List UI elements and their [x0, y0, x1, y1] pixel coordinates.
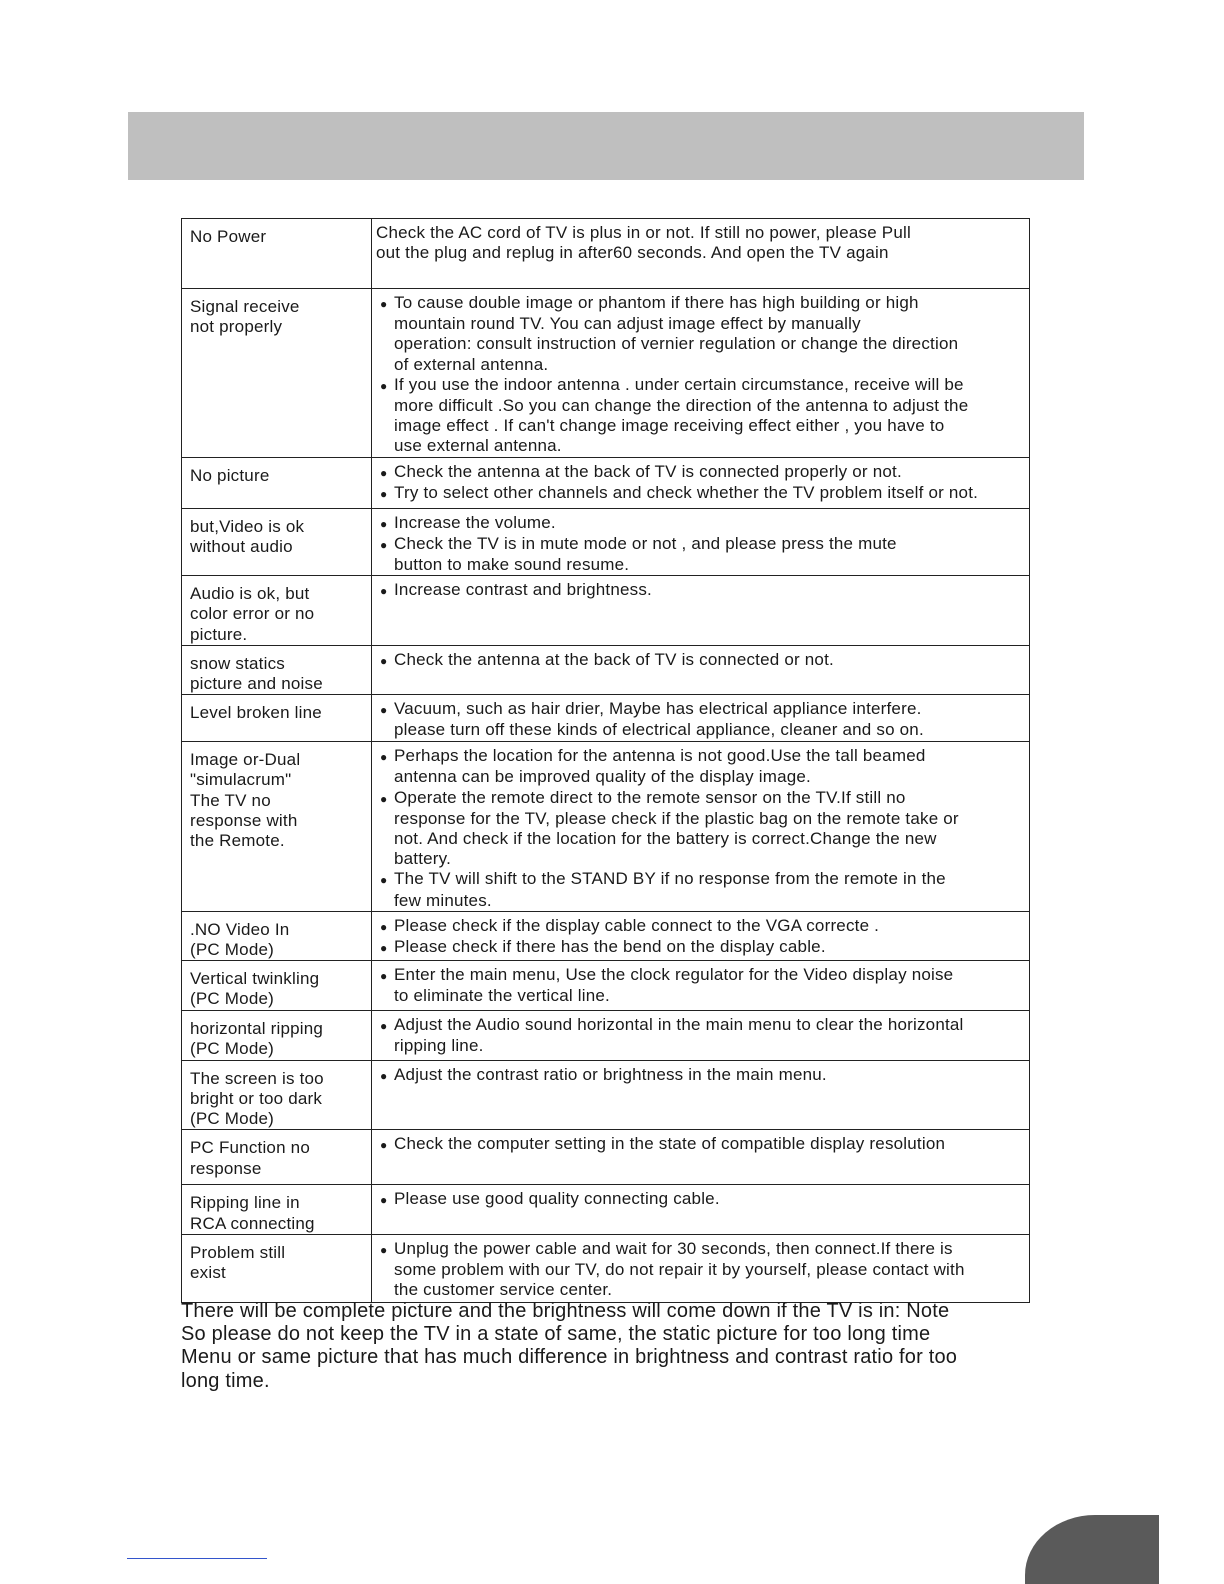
- solution-bullet-item: [376, 788, 1025, 809]
- solution-bullet-item: [376, 965, 1025, 986]
- problem-text: Level broken line: [190, 703, 322, 723]
- bullet-icon: ●: [380, 919, 388, 934]
- solution-bullet-item: [376, 746, 1025, 767]
- solution-text: The TV will shift to the STAND BY if no response from the remote in the: [394, 869, 946, 889]
- problem-cell: [182, 289, 372, 458]
- bullet-icon: ●: [380, 1138, 388, 1153]
- solution-text: Adjust the contrast ratio or brightness in the main menu.: [394, 1064, 827, 1084]
- problem-text: but,Video is ok: [190, 516, 305, 536]
- solution-text: Vacuum, such as hair drier, Maybe has electrical appliance interfere.: [394, 699, 922, 719]
- table-row: [182, 961, 1030, 1010]
- solution-text: mountain round TV. You can adjust image effect by manually: [394, 314, 861, 334]
- solution-cell: [372, 219, 1030, 289]
- problem-text: response: [190, 1158, 262, 1178]
- problem-cell: [182, 1130, 372, 1185]
- note-line: There will be complete picture and the brightness will come down if the TV is in: Note: [181, 1300, 950, 1322]
- problem-text: not properly: [190, 317, 283, 337]
- problem-cell: [182, 457, 372, 508]
- solution-text: not. And check if the location for the battery is correct.Change the new: [394, 829, 937, 849]
- table-row: [182, 1010, 1030, 1060]
- bullet-icon: ●: [380, 537, 388, 552]
- page-number-tab: [1025, 1515, 1159, 1584]
- bullet-icon: ●: [380, 791, 388, 806]
- solution-cell: [372, 1130, 1030, 1185]
- solution-text: Check the computer setting in the state of compatible display resolution: [394, 1134, 946, 1154]
- problem-cell: [182, 1060, 372, 1130]
- footer-underline: [127, 1558, 267, 1559]
- table-row: [182, 289, 1030, 458]
- bullet-icon: ●: [380, 1018, 388, 1033]
- solution-text: to eliminate the vertical line.: [394, 986, 610, 1006]
- solution-text: response for the TV, please check if the plastic bag on the remote take or: [394, 808, 959, 828]
- bullet-icon: ●: [380, 1242, 388, 1257]
- solution-text: Check the antenna at the back of TV is connected or not.: [394, 649, 834, 669]
- problem-cell: [182, 219, 372, 289]
- table-row: [182, 1060, 1030, 1130]
- solution-cell: [372, 742, 1030, 912]
- solution-text: Check the antenna at the back of TV is connected properly or not.: [394, 461, 902, 481]
- solution-text: Operate the remote direct to the remote sensor on the TV.If still no: [394, 787, 906, 807]
- problem-cell: [182, 695, 372, 742]
- problem-text: "simulacrum": [190, 770, 292, 790]
- solution-text: out the plug and replug in after60 seconds. And open the TV again: [376, 243, 889, 263]
- note-line: So please do not keep the TV in a state of same, the static picture for too long time: [181, 1323, 931, 1346]
- solution-bullet-item: [376, 916, 1025, 937]
- solution-text: If you use the indoor antenna . under certain circumstance, receive will be: [394, 374, 964, 394]
- table-row: [182, 457, 1030, 508]
- solution-cell: [372, 576, 1030, 646]
- solution-text: of external antenna.: [394, 354, 549, 374]
- problem-text: (PC Mode): [190, 940, 274, 960]
- solution-text: more difficult .So you can change the direction of the antenna to adjust the: [394, 396, 969, 416]
- solution-text: Unplug the power cable and wait for 30 seconds, then connect.If there is: [394, 1238, 953, 1258]
- solution-text: antenna can be improved quality of the display image.: [394, 767, 811, 787]
- solution-cell: [372, 695, 1030, 742]
- solution-text: Increase contrast and brightness.: [394, 580, 652, 600]
- problem-text: (PC Mode): [190, 1109, 274, 1129]
- solution-bullet-item: [376, 699, 1025, 720]
- solution-cell: [372, 961, 1030, 1010]
- bullet-icon: ●: [380, 941, 388, 956]
- bullet-icon: ●: [380, 297, 388, 311]
- bullet-icon: ●: [380, 873, 388, 888]
- problem-text: Image or-Dual: [190, 750, 301, 770]
- solution-text: Adjust the Audio sound horizontal in the main menu to clear the horizontal: [394, 1014, 964, 1034]
- bullet-icon: ●: [380, 1193, 388, 1208]
- solution-bullet-item: [376, 1015, 1025, 1036]
- solution-bullet-item: [376, 1189, 1025, 1210]
- bullet-icon: ●: [380, 703, 388, 718]
- problem-text: response with: [190, 810, 298, 830]
- solution-text: Check the TV is in mute mode or not , and please press the mute: [394, 533, 897, 553]
- solution-cell: [372, 457, 1030, 508]
- table-row: [182, 695, 1030, 742]
- problem-cell: [182, 508, 372, 576]
- problem-cell: [182, 961, 372, 1010]
- problem-text: Signal receive: [190, 297, 300, 316]
- solution-text: use external antenna.: [394, 436, 562, 456]
- solution-text: please turn off these kinds of electrical appliance, cleaner and so on.: [394, 720, 924, 740]
- solution-cell: [372, 911, 1030, 960]
- solution-bullet-item: [376, 462, 1025, 483]
- problem-text: (PC Mode): [190, 989, 274, 1009]
- solution-bullet-item: [376, 483, 1025, 504]
- solution-text: Enter the main menu, Use the clock regulator for the Video display noise: [394, 965, 954, 985]
- problem-cell: [182, 742, 372, 912]
- problem-text: picture.: [190, 624, 248, 644]
- solution-cell: [372, 645, 1030, 694]
- problem-text: Problem still: [190, 1242, 286, 1262]
- solution-bullet-item: [376, 534, 1025, 555]
- problem-text: Vertical twinkling: [190, 969, 320, 989]
- solution-text: ripping line.: [394, 1035, 484, 1055]
- table-row: [182, 508, 1030, 576]
- solution-text: Please use good quality connecting cable.: [394, 1189, 720, 1209]
- bullet-icon: ●: [380, 653, 388, 668]
- problem-text: exist: [190, 1262, 226, 1282]
- problem-text: RCA connecting: [190, 1213, 315, 1233]
- table-row: [182, 911, 1030, 960]
- problem-text: No Power: [190, 227, 267, 246]
- problem-cell: [182, 1010, 372, 1060]
- problem-text: snow statics: [190, 653, 285, 673]
- table-row: [182, 1130, 1030, 1185]
- solution-bullet-item: [376, 375, 1025, 396]
- solution-text: image effect . If can't change image receiving effect either , you have to: [394, 416, 945, 436]
- problem-text: bright or too dark: [190, 1088, 323, 1108]
- bullet-icon: ●: [380, 378, 388, 393]
- bullet-icon: ●: [380, 750, 388, 765]
- problem-cell: [182, 576, 372, 646]
- bullet-icon: ●: [380, 486, 388, 501]
- solution-text: Check the AC cord of TV is plus in or not. If still no power, please Pull: [376, 223, 911, 242]
- solution-text: few minutes.: [394, 890, 492, 910]
- table-row: [182, 1234, 1030, 1302]
- table-row: [182, 645, 1030, 694]
- note-line: long time.: [181, 1369, 270, 1392]
- bullet-icon: ●: [380, 516, 388, 531]
- solution-text: Try to select other channels and check whether the TV problem itself or not.: [394, 482, 979, 502]
- bullet-icon: ●: [380, 584, 388, 599]
- solution-cell: [372, 1234, 1030, 1302]
- solution-text: the customer service center.: [394, 1280, 613, 1300]
- problem-text: without audio: [190, 536, 293, 556]
- solution-cell: [372, 1060, 1030, 1130]
- solution-bullet-item: [376, 1065, 1025, 1086]
- problem-cell: [182, 1234, 372, 1302]
- solution-bullet-item: [376, 293, 1025, 314]
- solution-bullet-item: [376, 580, 1025, 601]
- problem-text: The TV no: [190, 790, 271, 810]
- note-paragraph: [181, 1300, 1061, 1393]
- solution-text: Perhaps the location for the antenna is not good.Use the tall beamed: [394, 746, 926, 766]
- solution-text: some problem with our TV, do not repair it by yourself, please contact with: [394, 1259, 965, 1279]
- solution-bullet-item: [376, 1134, 1025, 1155]
- solution-bullet-item: [376, 937, 1025, 958]
- solution-text: Please check if there has the bend on the display cable.: [394, 937, 826, 957]
- problem-text: .NO Video In: [190, 919, 290, 939]
- bullet-icon: ●: [380, 465, 388, 480]
- problem-cell: [182, 911, 372, 960]
- solution-text: To cause double image or phantom if there has high building or high: [394, 293, 919, 312]
- solution-bullet-item: [376, 1239, 1025, 1260]
- problem-text: picture and noise: [190, 674, 323, 694]
- note-line: Menu or same picture that has much difference in brightness and contrast ratio for too: [181, 1346, 958, 1369]
- problem-text: The screen is too: [190, 1068, 324, 1088]
- problem-cell: [182, 1185, 372, 1234]
- solution-cell: [372, 1185, 1030, 1234]
- bullet-icon: ●: [380, 969, 388, 984]
- troubleshooting-table: [181, 218, 1030, 1303]
- problem-text: (PC Mode): [190, 1038, 274, 1058]
- problem-text: PC Function no: [190, 1138, 310, 1158]
- solution-cell: [372, 289, 1030, 458]
- solution-text: battery.: [394, 849, 452, 869]
- problem-text: Audio is ok, but: [190, 584, 310, 604]
- bullet-icon: ●: [380, 1068, 388, 1083]
- problem-text: Ripping line in: [190, 1193, 300, 1213]
- table-row: [182, 1185, 1030, 1234]
- solution-text: operation: consult instruction of vernier regulation or change the direction: [394, 334, 959, 354]
- problem-cell: [182, 645, 372, 694]
- solution-bullet-item: [376, 513, 1025, 534]
- solution-cell: [372, 508, 1030, 576]
- solution-text: Please check if the display cable connect to the VGA correcte .: [394, 915, 880, 935]
- problem-text: horizontal ripping: [190, 1018, 324, 1038]
- solution-cell: [372, 1010, 1030, 1060]
- solution-bullet-item: [376, 650, 1025, 671]
- table-row: [182, 219, 1030, 289]
- header-band: [128, 112, 1084, 180]
- problem-text: No picture: [190, 465, 270, 485]
- solution-bullet-item: [376, 869, 1025, 890]
- table-row: [182, 576, 1030, 646]
- problem-text: color error or no: [190, 604, 315, 624]
- table-row: [182, 742, 1030, 912]
- solution-text: Increase the volume.: [394, 512, 556, 532]
- problem-text: the Remote.: [190, 831, 285, 851]
- solution-text: button to make sound resume.: [394, 555, 630, 575]
